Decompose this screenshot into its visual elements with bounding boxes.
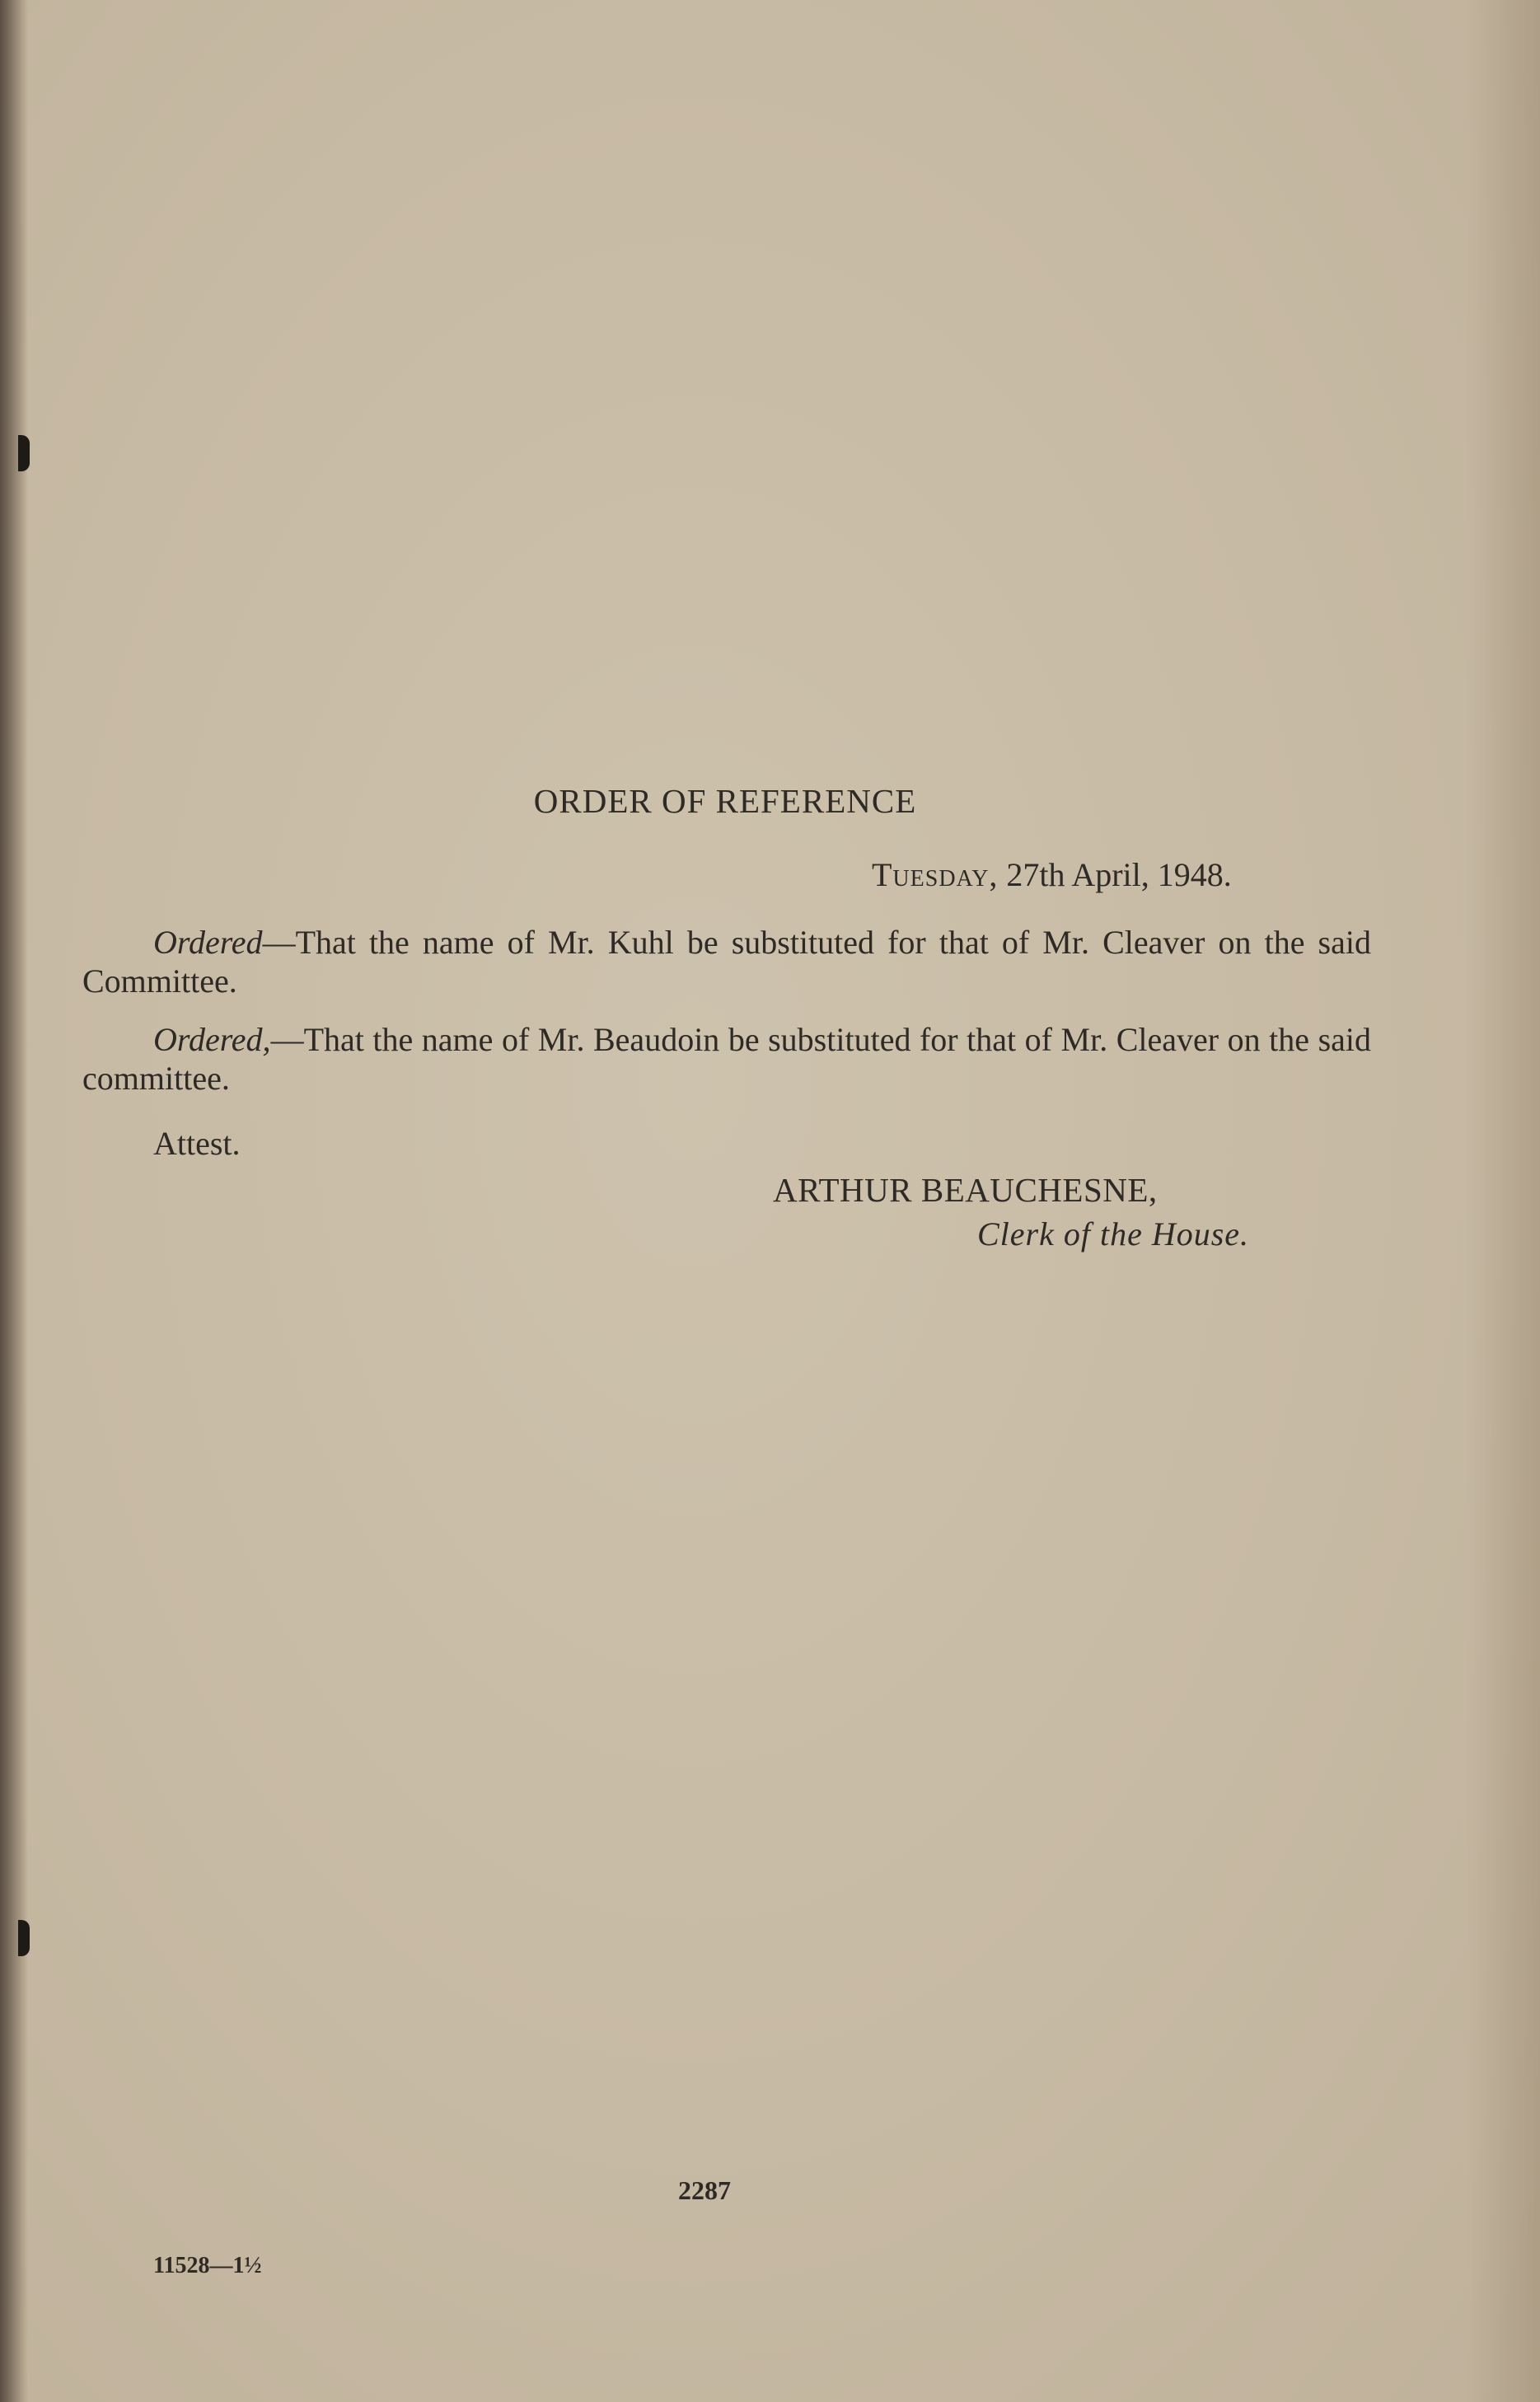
order-text: —That the name of Mr. Beaudoin be substituted for that of Mr. Cleaver on the said committee. [82,1021,1371,1097]
print-code: 11528—1½ [153,2253,262,2278]
page-number: 2287 [678,2175,731,2205]
page-edge-shadow [1466,0,1540,2402]
binding-mark [18,1920,30,1956]
order-paragraph [82,923,1371,1000]
order-label: Ordered [153,924,263,961]
signer-title: Clerk of the House. [977,1215,1250,1253]
date-line [872,855,1232,894]
order-label: Ordered, [153,1021,271,1058]
attest-label: Attest. [153,1125,241,1162]
signer-name: ARTHUR BEAUCHESNE, [773,1171,1158,1209]
order-paragraph [82,1020,1371,1098]
date-weekday: Tuesday, [872,856,999,893]
document-title: ORDER OF REFERENCE [533,782,917,820]
order-text: —That the name of Mr. Kuhl be substituted for that of Mr. Cleaver on the said Committee. [82,924,1371,1000]
date-rest: 27th April, 1948. [998,856,1232,893]
book-spine [0,0,28,2402]
binding-mark [18,435,30,471]
